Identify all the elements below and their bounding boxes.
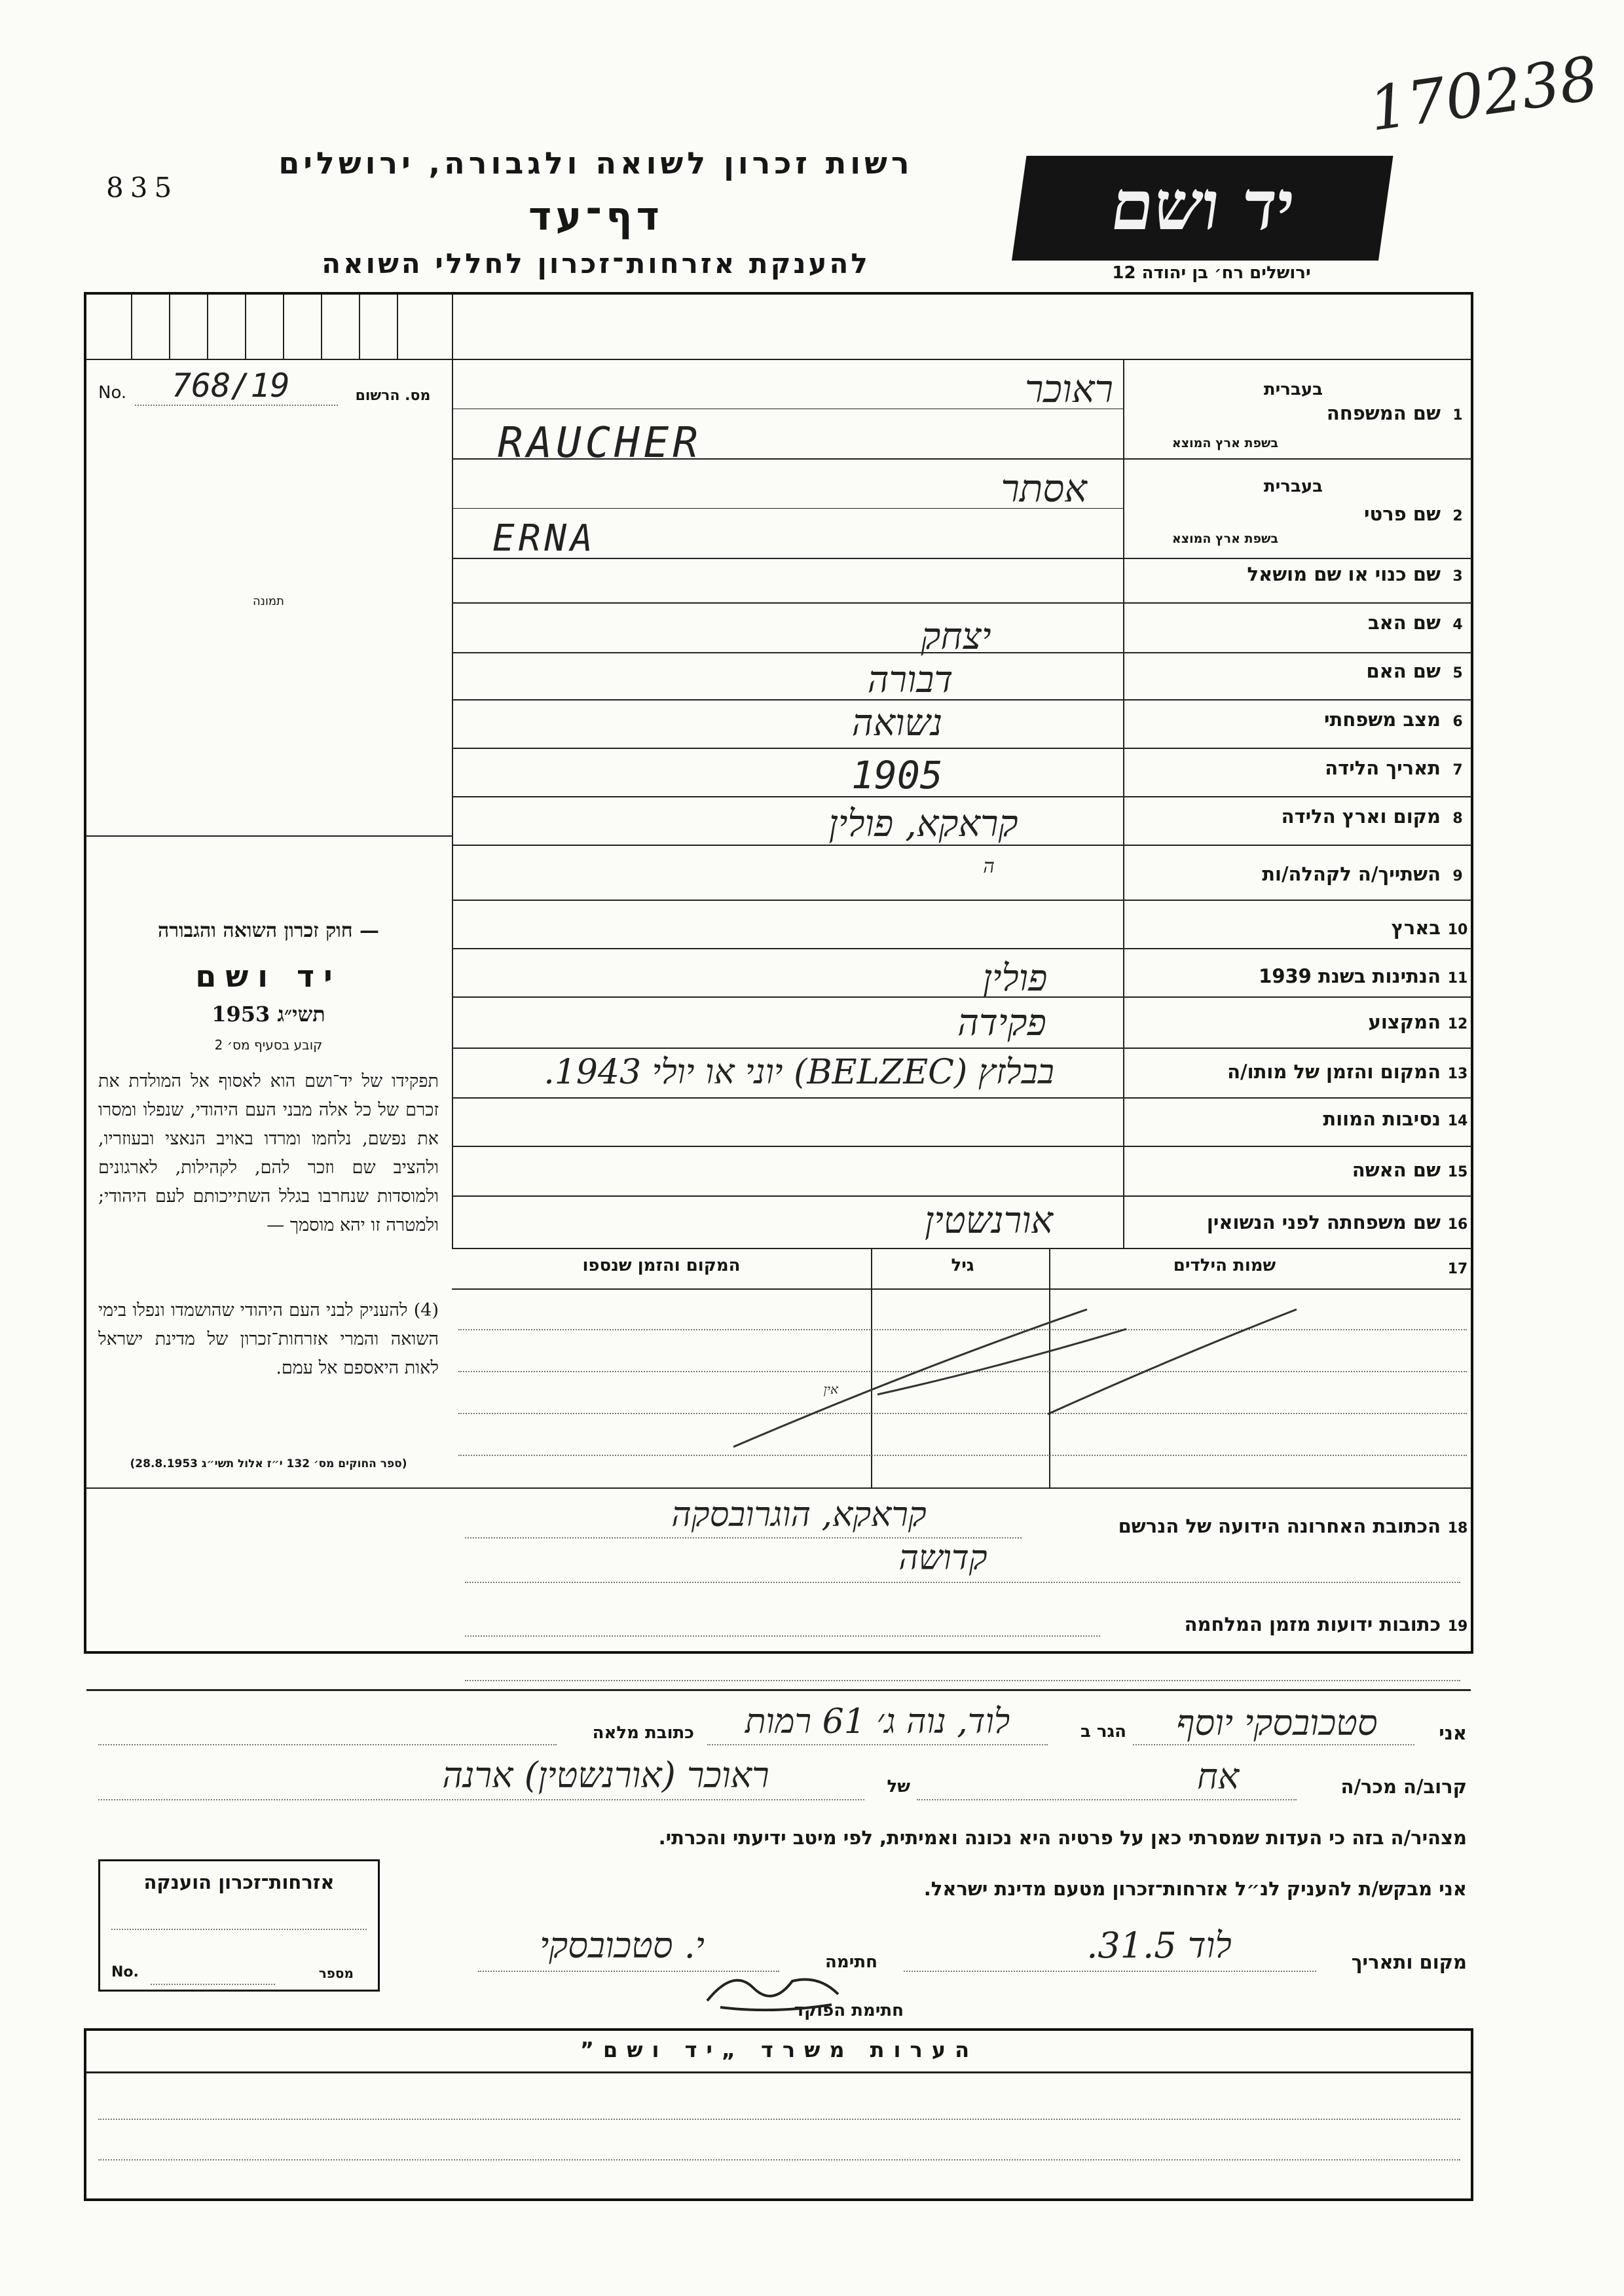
decl-line bbox=[98, 1744, 557, 1745]
decl-statement-1: מצהיר/ה בזה כי העדות שמסרתי כאן על פרטיה היא נכונה ואמיתית, לפי מיטב ידיעתי והכרתי. bbox=[658, 1827, 1467, 1849]
top-box-div bbox=[359, 295, 360, 359]
field-label-community: השתייך/ה לקהלה/ות bbox=[1262, 863, 1441, 885]
form-title: דף־עד bbox=[528, 194, 663, 240]
field-num: 10 bbox=[1447, 922, 1468, 938]
law-title: — חוק זכרון השואה והגבורה bbox=[158, 919, 379, 942]
declarant-name: סטכובסקי יוסף bbox=[1176, 1702, 1378, 1743]
field-label-war-addresses: כתובות ידועות מזמן המלחמה bbox=[1184, 1613, 1441, 1635]
registration-no-label: No. bbox=[98, 383, 127, 403]
nationality: פולין bbox=[982, 957, 1048, 1000]
row-line bbox=[452, 1146, 1472, 1147]
family-name-hebrew: ראוכר bbox=[1025, 367, 1113, 411]
field-label-mother: שם האם bbox=[1366, 660, 1441, 682]
field-label-death: המקום והזמן של מותו/ה bbox=[1227, 1061, 1441, 1083]
field-num: 9 bbox=[1452, 868, 1463, 884]
children-bottom bbox=[86, 1487, 1471, 1489]
top-box-div bbox=[321, 295, 322, 359]
notes-header-line bbox=[86, 2071, 1471, 2073]
logo bbox=[1012, 156, 1393, 261]
row-line bbox=[452, 1248, 1472, 1249]
decl-line bbox=[98, 1799, 864, 1800]
row-line bbox=[452, 796, 1472, 797]
authority-line: רשות זכרון לשואה ולגבורה, ירושלים bbox=[278, 145, 913, 181]
children-strike-marks bbox=[458, 1290, 1467, 1486]
row-line bbox=[452, 508, 1123, 509]
top-box-div bbox=[131, 295, 132, 359]
row-line bbox=[452, 652, 1472, 653]
father-name: יצחק bbox=[921, 615, 991, 658]
label-origin: בשפת ארץ המוצא bbox=[1172, 532, 1278, 546]
label-hebrew: בעברית bbox=[1263, 380, 1323, 399]
field-num: 19 bbox=[1447, 1618, 1468, 1635]
registration-value: 768/19 bbox=[172, 367, 290, 405]
registration-label: מס. הרשום bbox=[355, 388, 431, 404]
field-num: 8 bbox=[1452, 811, 1463, 827]
row-line bbox=[452, 948, 1472, 949]
notes-line bbox=[98, 2159, 1460, 2160]
decl-statement-2: אני מבקש/ת להעניק לנ״ל אזרחות־זכרון מטעם מדינת ישראל. bbox=[923, 1878, 1467, 1900]
field-num: 7 bbox=[1452, 762, 1463, 778]
field-label-father: שם האב bbox=[1367, 611, 1441, 634]
declarant-address: לוד, נוה ג׳ 61 רמות bbox=[745, 1702, 1010, 1741]
photo-box-bottom bbox=[86, 835, 452, 837]
row-line bbox=[452, 996, 1472, 998]
mother-name: דבורה bbox=[867, 659, 953, 701]
decl-line bbox=[917, 1799, 1297, 1800]
children-col-age: גיל bbox=[951, 1256, 974, 1275]
decl-signature: י. סטכובסקי bbox=[540, 1925, 705, 1966]
field-num: 1 bbox=[1452, 407, 1463, 424]
decl-relative: קרוב/ה מכר/ה bbox=[1340, 1776, 1467, 1798]
row-line bbox=[452, 458, 1472, 460]
first-name-hebrew: אסתר bbox=[1001, 466, 1087, 511]
field-label-profession: המקצוע bbox=[1368, 1011, 1441, 1033]
citizenship-no: No. bbox=[111, 1964, 139, 1980]
citizenship-title: אזרחות־זכרון הוענקה bbox=[143, 1871, 335, 1893]
birth-date: 1905 bbox=[851, 753, 943, 797]
law-text-2: (4) להעניק לבני העם היהודי שהושמדו ונפלו בימי השואה והמרי אזרחות־זכרון של מדינת ישראל לאות היאספם אל עמם. bbox=[98, 1300, 439, 1378]
signature-stroke bbox=[707, 1980, 838, 2011]
decl-signature-label: חתימה bbox=[825, 1952, 877, 1972]
decl-full-address: כתובת מלאה bbox=[592, 1723, 694, 1743]
law-name: יד ושם bbox=[195, 958, 342, 994]
field-num: 17 bbox=[1447, 1261, 1468, 1277]
label-column-divider bbox=[1123, 359, 1124, 1248]
top-box-div bbox=[207, 295, 208, 359]
strike-line bbox=[733, 1309, 1087, 1447]
address-line bbox=[465, 1680, 1460, 1681]
marital-status: נשואה bbox=[851, 702, 943, 744]
row-line bbox=[452, 602, 1472, 604]
decl-place-date: לוד 31.5. bbox=[1086, 1925, 1232, 1966]
decl-line bbox=[707, 1744, 1048, 1745]
law-year: תשי״ג 1953 bbox=[212, 1002, 325, 1027]
decl-ani: אני bbox=[1439, 1722, 1467, 1744]
field-label-wife: שם האשה bbox=[1352, 1159, 1441, 1181]
field-label-death-circumstances: נסיבות המוות bbox=[1323, 1108, 1441, 1130]
field-num: 13 bbox=[1447, 1066, 1468, 1082]
last-address-2: קדושה bbox=[898, 1539, 987, 1578]
strike-line bbox=[1048, 1309, 1297, 1414]
field-label-nationality: הנתינות בשנת 1939 bbox=[1259, 965, 1441, 987]
citizenship-number-label: מספר bbox=[318, 1965, 354, 1981]
row-line bbox=[452, 900, 1472, 901]
field-num: 4 bbox=[1452, 617, 1463, 633]
field-num: 14 bbox=[1447, 1113, 1468, 1129]
top-strip-div bbox=[452, 295, 453, 1248]
archive-number: 170238 bbox=[1365, 43, 1602, 145]
row-line bbox=[452, 558, 1472, 559]
profession: פקידה bbox=[957, 1002, 1046, 1044]
field-num: 16 bbox=[1447, 1216, 1468, 1233]
row-line bbox=[452, 1097, 1472, 1099]
row-line bbox=[452, 699, 1472, 701]
decl-line bbox=[1133, 1744, 1414, 1745]
field-label-last-address: הכתובת האחרונה הידועה של הנרשם bbox=[1118, 1515, 1441, 1537]
decl-of-name: ראוכר (אורנשטין) ארנה bbox=[442, 1755, 769, 1796]
row-line bbox=[452, 748, 1472, 749]
label-origin: בשפת ארץ המוצא bbox=[1172, 436, 1278, 450]
death-place-time: בבלזץ (BELZEC) יוני או יולי 1943. bbox=[544, 1053, 1054, 1092]
field-num: 12 bbox=[1447, 1016, 1468, 1032]
field-num: 2 bbox=[1452, 508, 1463, 524]
field-num: 18 bbox=[1447, 1520, 1468, 1537]
declaration-top bbox=[86, 1689, 1471, 1691]
decl-relation: אח bbox=[1196, 1756, 1240, 1797]
last-address-1: קראקא, הוגרובסקה bbox=[671, 1495, 927, 1535]
field-num: 5 bbox=[1452, 665, 1463, 682]
row-line bbox=[452, 845, 1472, 846]
row-line bbox=[452, 1195, 1472, 1197]
field-label-country: בארץ bbox=[1391, 917, 1441, 939]
birth-place: קראקא, פולין bbox=[828, 803, 1018, 845]
officer-signature-mark bbox=[694, 1961, 851, 2020]
label-hebrew: בעברית bbox=[1263, 477, 1323, 496]
community: ה bbox=[983, 855, 995, 878]
notes-line bbox=[98, 2119, 1460, 2120]
first-name-origin: ERNA bbox=[492, 517, 597, 560]
decl-resides: הגר ב bbox=[1080, 1722, 1126, 1741]
left-number: 835 bbox=[106, 172, 179, 204]
photo-label: תמונה bbox=[253, 594, 284, 608]
top-box-div bbox=[283, 295, 284, 359]
logo-text: יד ושם bbox=[1105, 165, 1300, 246]
field-label-nickname: שם כנוי או שם מושאל bbox=[1247, 563, 1441, 585]
maiden-name: אורנשטין bbox=[924, 1199, 1054, 1242]
field-label-birth-place: מקום וארץ הלידה bbox=[1281, 805, 1441, 828]
field-label-first-name: שם פרטי bbox=[1363, 503, 1441, 525]
registration-line bbox=[135, 405, 338, 406]
field-label-family-name: שם המשפחה bbox=[1326, 402, 1441, 424]
decl-place-date-label: מקום ותאריך bbox=[1351, 1951, 1467, 1973]
law-clause: קובע בסעיף מס׳ 2 bbox=[214, 1037, 323, 1053]
field-label-birth-date: תאריך הלידה bbox=[1325, 757, 1441, 779]
field-label-maiden-name: שם משפחתה לפני הנשואין bbox=[1206, 1211, 1441, 1233]
field-num: 15 bbox=[1447, 1164, 1468, 1180]
office-notes-title: הערות משרד „יד ושם” bbox=[580, 2037, 979, 2062]
citizenship-line bbox=[151, 1984, 275, 1985]
decl-officer-label: חתימת הפוקד bbox=[794, 2001, 904, 2020]
field-num: 6 bbox=[1452, 714, 1463, 730]
top-box-div bbox=[169, 295, 170, 359]
citizenship-line bbox=[111, 1929, 367, 1930]
address-line bbox=[465, 1582, 1460, 1583]
law-ref: (ספר החוקים מס׳ 132 י״ז אלול תשי״ג 28.8.1953) bbox=[130, 1457, 407, 1470]
decl-line bbox=[904, 1971, 1316, 1972]
family-name-origin: RAUCHER bbox=[498, 419, 702, 467]
form-subtitle: להענקת אזרחות־זכרון לחללי השואה bbox=[322, 247, 870, 280]
law-text-1: תפקידו של יד־ושם הוא לאסוף אל המולדת את זכרם של כל אלה מבני העם היהודי, שנפלו ומסרו את נפשם, נלחמו ומרדו באויב הנאצי ובעוזריו, ולהציב שם וזכר להם, לקהילות, לארגונים ולמוסדות שנחרבו בגלל השתייכותם לעם היהודי; ולמטרה זו יהא מוסמך — bbox=[98, 1071, 439, 1235]
decl-of: של bbox=[887, 1777, 910, 1796]
top-box-div bbox=[397, 295, 398, 359]
top-box-div bbox=[245, 295, 246, 359]
field-num: 11 bbox=[1447, 970, 1468, 987]
logo-address: ירושלים רח׳ בן יהודה 12 bbox=[1112, 263, 1311, 283]
address-line bbox=[465, 1635, 1100, 1637]
top-strip-bottom bbox=[86, 359, 1471, 360]
address-line bbox=[465, 1537, 1022, 1539]
field-label-marital: מצב משפחתי bbox=[1323, 708, 1441, 731]
field-num: 3 bbox=[1452, 568, 1463, 585]
children-marks: אין bbox=[823, 1381, 838, 1397]
row-line bbox=[452, 1048, 1472, 1049]
children-col-names: שמות הילדים bbox=[1173, 1256, 1276, 1275]
children-col-place: המקום והזמן שנספו bbox=[582, 1256, 741, 1275]
